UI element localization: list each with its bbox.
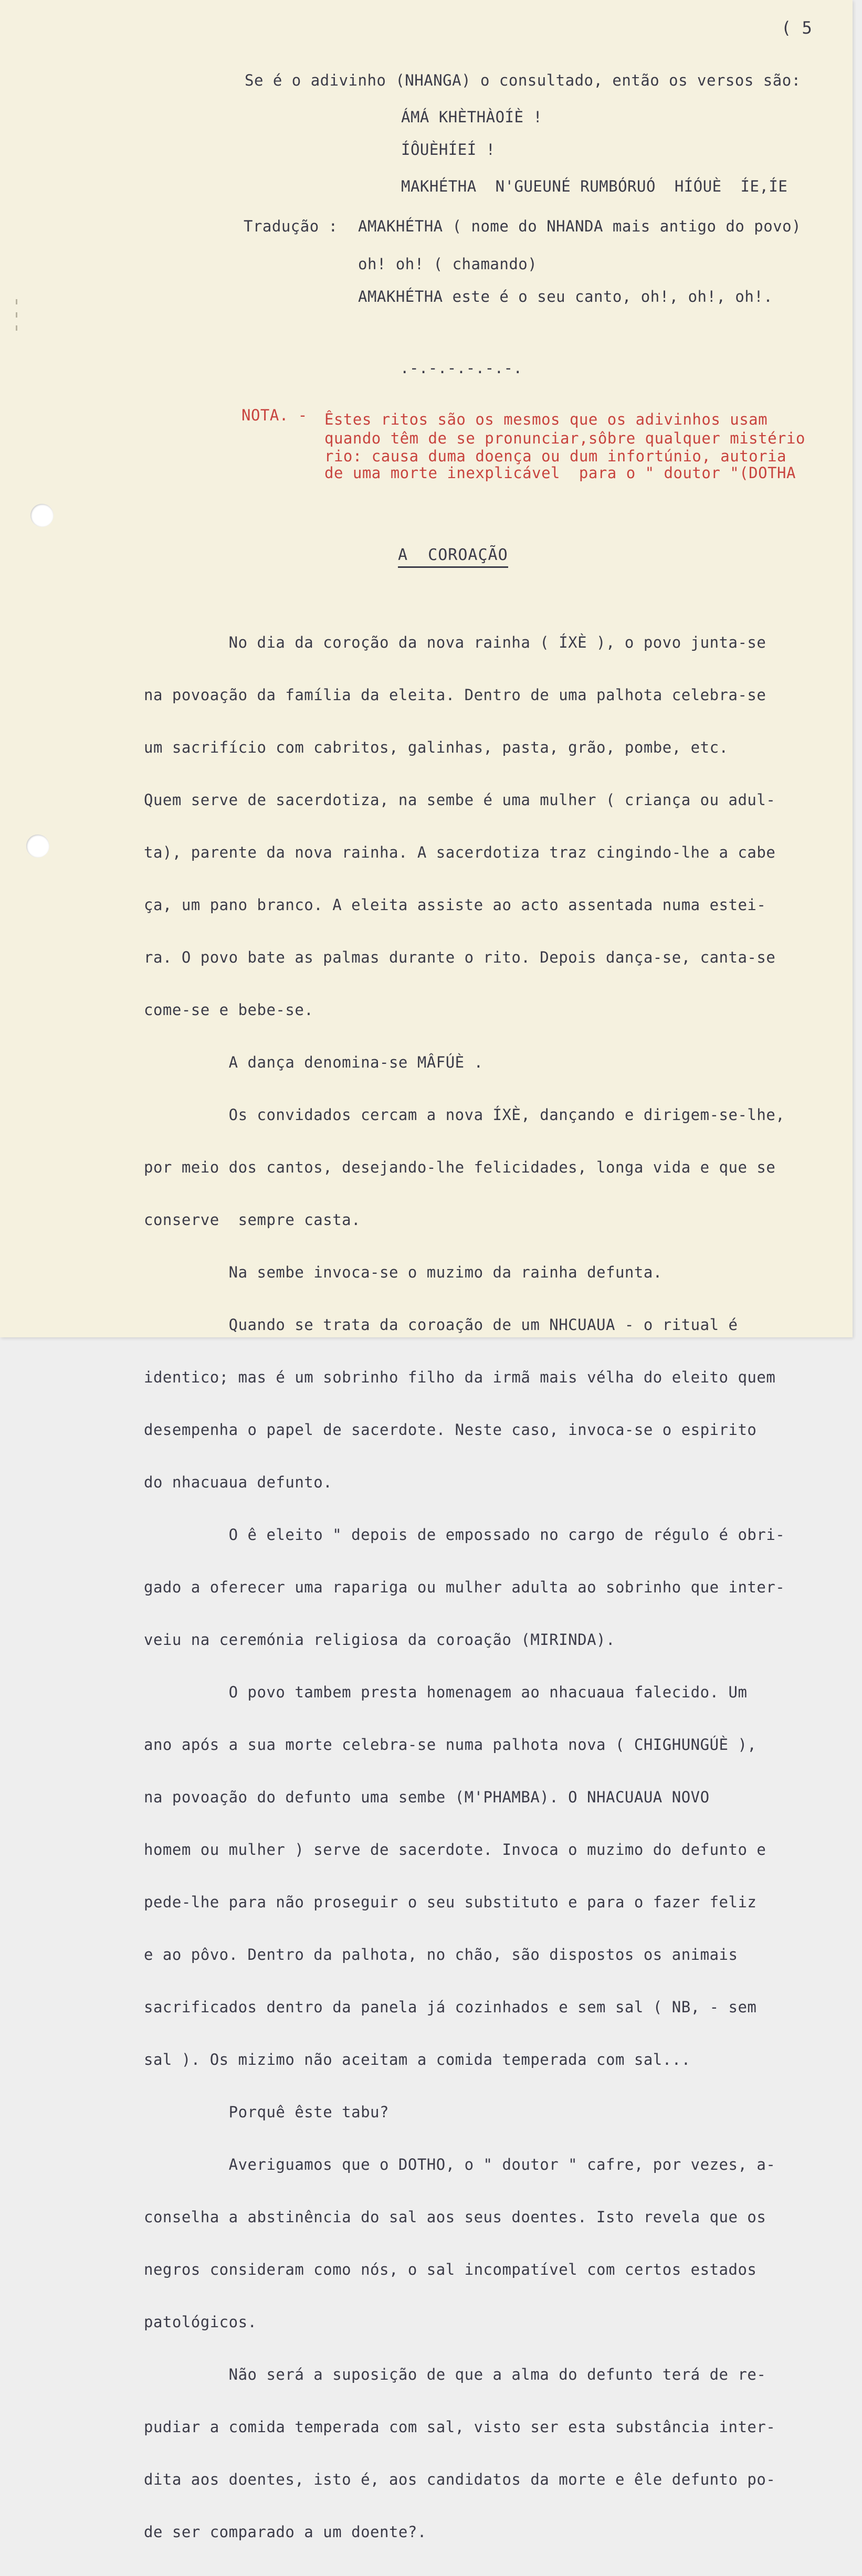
body-line: Averiguamos que o DOTHO, o " doutor " cafre, por vezes, a- bbox=[144, 2156, 776, 2173]
body-line: conserve sempre casta. bbox=[144, 1211, 361, 1229]
body-line: Os convidados cercam a nova ÍXÈ, dançando e dirigem-se-lhe, bbox=[144, 1106, 785, 1124]
body-line: sal ). Os mizimo não aceitam a comida temperada com sal... bbox=[144, 2051, 691, 2068]
nota-label: NOTA. - bbox=[241, 406, 308, 424]
body-line: ta), parente da nova rainha. A sacerdotiza traz cingindo-lhe a cabe bbox=[144, 843, 776, 861]
body-line: ra. O povo bate as palmas durante o rito. Depois dança-se, canta-se bbox=[144, 948, 776, 966]
body-line: pede-lhe para não proseguir o seu substituto e para o fazer feliz bbox=[144, 1893, 757, 1911]
punch-hole-top bbox=[30, 504, 54, 527]
body-line: Quem serve de sacerdotiza, na sembe é uma mulher ( criança ou adul- bbox=[144, 791, 776, 809]
nota-line: de uma morte inexplicável para o " doutor "(DOTHA bbox=[324, 464, 796, 482]
separator: .-.-.-.-.-.-. bbox=[400, 359, 523, 377]
body-line: A dança denomina-se MÂFÚÈ . bbox=[144, 1053, 483, 1071]
body-line: homem ou mulher ) serve de sacerdote. Invoca o muzimo do defunto e bbox=[144, 1841, 766, 1859]
body-line: ça, um pano branco. A eleita assiste ao acto assentada numa estei- bbox=[144, 896, 766, 914]
translation-line: AMAKHÉTHA este é o seu canto, oh!, oh!, oh!. bbox=[358, 288, 773, 305]
body-line: veiu na ceremónia religiosa da coroação (MIRINDA). bbox=[144, 1631, 615, 1649]
body-line: de ser comparado a um doente?. bbox=[144, 2523, 427, 2541]
margin-mark bbox=[16, 299, 17, 304]
margin-mark bbox=[16, 312, 17, 318]
page-number: ( 5 bbox=[781, 18, 813, 38]
punch-hole-bottom bbox=[26, 835, 49, 858]
nota-line: rio: causa duma doença ou dum infortúnio, autoria bbox=[324, 447, 787, 465]
margin-mark bbox=[16, 325, 17, 331]
section-title: A COROAÇÃO bbox=[398, 546, 508, 568]
verse-line: ÍÔUÈHÍEÍ ! bbox=[401, 141, 496, 159]
body-text bbox=[144, 598, 785, 2576]
body-line: gado a oferecer uma rapariga ou mulher adulta ao sobrinho que inter- bbox=[144, 1578, 785, 1596]
body-line: identico; mas é um sobrinho filho da irmã mais vélha do eleito quem bbox=[144, 1368, 776, 1386]
body-line: pudiar a comida temperada com sal, visto ser esta substância inter- bbox=[144, 2418, 776, 2436]
body-line: negros consideram como nós, o sal incompatível com certos estados bbox=[144, 2261, 757, 2278]
nota-line: Êstes ritos são os mesmos que os adivinhos usam bbox=[324, 410, 768, 428]
intro-line: Se é o adivinho (NHANGA) o consultado, então os versos são: bbox=[245, 71, 801, 89]
body-line: Porquê êste tabu? bbox=[144, 2103, 389, 2121]
body-line: conselha a abstinência do sal aos seus doentes. Isto revela que os bbox=[144, 2208, 766, 2226]
verse-line: MAKHÉTHA N'GUEUNÉ RUMBÓRUÓ HÍÓUÈ ÍE,ÍE bbox=[401, 177, 788, 195]
body-line: No dia da coroção da nova rainha ( ÍXÈ ), o povo junta-se bbox=[144, 634, 766, 651]
translation-line: oh! oh! ( chamando) bbox=[358, 255, 538, 273]
body-line: do nhacuaua defunto. bbox=[144, 1473, 333, 1491]
body-line: ano após a sua morte celebra-se numa palhota nova ( CHIGHUNGÚÈ ), bbox=[144, 1736, 757, 1754]
body-line: por meio dos cantos, desejando-lhe felicidades, longa vida e que se bbox=[144, 1158, 776, 1176]
body-line: na povoação do defunto uma sembe (M'PHAMBA). O NHACUAUA NOVO bbox=[144, 1788, 710, 1806]
body-line: come-se e bebe-se. bbox=[144, 1001, 314, 1019]
nota-line: quando têm de se pronunciar,sôbre qualquer mistério bbox=[324, 429, 805, 447]
body-line: um sacrifício com cabritos, galinhas, pasta, grão, pombe, etc. bbox=[144, 738, 729, 756]
body-line: na povoação da família da eleita. Dentro de uma palhota celebra-se bbox=[144, 686, 766, 704]
body-line: Não será a suposição de que a alma do defunto terá de re- bbox=[144, 2366, 766, 2383]
translation-label: Tradução : bbox=[244, 217, 338, 235]
body-line: Quando se trata da coroação de um NHCUAUA - o ritual é bbox=[144, 1316, 738, 1334]
body-line: e ao pôvo. Dentro da palhota, no chão, são dispostos os animais bbox=[144, 1946, 738, 1963]
verse-line: ÁMÁ KHÈTHÀOÍÈ ! bbox=[401, 108, 543, 126]
body-line: O povo tambem presta homenagem ao nhacuaua falecido. Um bbox=[144, 1683, 748, 1701]
body-line: sacrificados dentro da panela já cozinhados e sem sal ( NB, - sem bbox=[144, 1998, 757, 2016]
body-line: dita aos doentes, isto é, aos candidatos da morte e êle defunto po- bbox=[144, 2471, 776, 2488]
body-line: desempenha o papel de sacerdote. Neste caso, invoca-se o espirito bbox=[144, 1421, 757, 1439]
translation-line: AMAKHÉTHA ( nome do NHANDA mais antigo do povo) bbox=[358, 217, 802, 235]
body-line: patológicos. bbox=[144, 2313, 257, 2331]
body-line: Na sembe invoca-se o muzimo da rainha defunta. bbox=[144, 1263, 663, 1281]
body-line: O ê eleito " depois de empossado no cargo de régulo é obri- bbox=[144, 1526, 785, 1544]
